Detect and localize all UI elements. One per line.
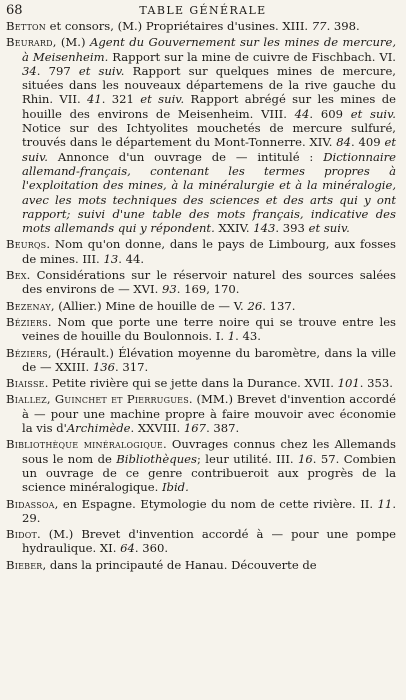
entry-text: , dans la principauté de Hanau. Découverte de	[42, 557, 317, 572]
entry-italic-text: et suiv.	[22, 135, 396, 164]
entry-italic-text: 84	[336, 135, 351, 150]
entry-text: Rapport abrégé sur les mines de houille des environs de Meisenheim. VIII.	[22, 92, 396, 121]
entry-italic-text: et suiv.	[78, 63, 125, 78]
entry-text: . 44.	[118, 251, 145, 266]
entry-italic-text: 101	[337, 376, 360, 391]
index-entry	[4, 35, 396, 235]
entry-text: et consors, (M.) Propriétaires d'usines. XIII.	[45, 19, 312, 33]
entry-italic-text: 11	[377, 496, 393, 511]
entry-text: Rapport sur la mine de cuivre de Fischbach. VI.	[108, 49, 396, 64]
entry-text: . Nom qu'on donne, dans le pays de Limbourg, aux fosses de mines. III.	[22, 237, 396, 266]
index-entry	[4, 376, 396, 390]
entry-text: . 317.	[115, 359, 149, 374]
index-entry	[4, 19, 396, 33]
entry-italic-text: Dictionnaire allemand-français, contenant les termes propres à l'exploitation des mines, à la minéralurgie et à la minéralogie, avec les mots techniques des sciences et des arts qui y ont rapport; suivi d'une table des mots français, indicative des mots allemands qui y répondent.	[22, 149, 396, 236]
entry-italic-text: 1	[227, 329, 236, 344]
entry-text: . 409	[351, 135, 385, 150]
entry-headword: Beurard	[6, 35, 53, 50]
entry-text: , en Espagne. Etymologie du nom de cette rivière. II.	[54, 496, 378, 511]
entry-text: Rapport sur quelques mines de mercure, situées dans les nouveaux départemens de la rive gauche du Rhin. VII.	[22, 63, 396, 107]
entry-text: . 57. Combien un ouvrage de ce genre contribueroit aux progrès de la science minéralogique.	[22, 451, 397, 495]
entry-text: . 360.	[134, 541, 169, 556]
entry-text: . 29.	[22, 496, 396, 525]
entry-italic-text: 13	[103, 251, 119, 266]
entry-italic-text: et suiv.	[140, 92, 185, 107]
entry-italic-text: Ibid.	[161, 480, 189, 495]
index-entry	[4, 237, 396, 266]
entry-text: , (M.)	[52, 35, 90, 50]
entry-text: , (Allier.) Mine de houille de — V.	[50, 298, 248, 313]
entry-text: . Nom que porte une terre noire qui se trouve entre les veines de houille du Boulonnois. I.	[22, 314, 396, 344]
entry-text: . 43.	[235, 329, 261, 344]
entry-text: . 169, 170.	[176, 282, 240, 297]
entry-headword: Bex	[6, 268, 27, 283]
index-entries	[4, 19, 396, 574]
entry-headword: Bidassoa	[6, 496, 55, 511]
entry-text: . 609	[309, 106, 351, 121]
entry-text: . 398.	[326, 19, 360, 33]
entry-text: . (MM.) Brevet d'invention accordé à — pour une machine propre à faire mouvoir avec économie la vis d'	[22, 392, 397, 436]
entry-italic-text: Agent du Gouvernement sur les mines de mercure, à Meisenheim.	[22, 35, 396, 64]
index-entry	[4, 437, 396, 494]
entry-headword: Bibliothèque minéralogique	[6, 437, 163, 452]
page-number: 68	[6, 3, 23, 18]
index-entry	[4, 346, 396, 375]
page-title: TABLE GÉNÉRALE	[139, 4, 267, 17]
index-entry	[4, 392, 396, 435]
entry-italic-text: Archimède	[66, 421, 131, 436]
entry-headword: Beurqs	[6, 237, 47, 252]
entry-italic-text: 167	[183, 421, 207, 436]
entry-text: Notice sur des Ichtyolites mouchetés de mercure sulfuré, trouvés dans le département du Mont-Tonnerre. XIV.	[22, 121, 396, 150]
entry-italic-text: 143	[253, 221, 276, 236]
index-entry	[4, 497, 396, 526]
entry-text: . 387.	[206, 421, 240, 436]
entry-text: . 137.	[262, 298, 296, 313]
entry-headword: Biallez, Guinchet et Pierrugues	[6, 392, 189, 407]
entry-text: Annonce d'un ouvrage de — intitulé :	[47, 149, 324, 164]
entry-text: . 321	[101, 92, 141, 107]
index-entry	[4, 527, 396, 556]
entry-headword: Betton	[6, 19, 46, 33]
index-entry	[4, 299, 396, 313]
entry-text: ; leur utilité. III.	[197, 451, 298, 466]
entry-headword: Bidot	[6, 527, 37, 542]
entry-italic-text: 93	[161, 282, 177, 297]
entry-text: , (Hérault.) Élévation moyenne du baromètre, dans la ville de — XXIII.	[22, 345, 396, 374]
entry-italic-text: et suiv.	[308, 221, 350, 236]
entry-text: . Considérations sur le réservoir naturel des sources salées des environs de — XVI.	[22, 268, 396, 297]
entry-italic-text: 26	[247, 298, 263, 313]
entry-text: . (M.) Brevet d'invention accordé à — pour une pompe hydraulique. XI.	[22, 527, 396, 556]
entry-italic-text: et suiv.	[350, 106, 396, 121]
entry-headword: Béziers	[6, 314, 48, 329]
index-entry	[4, 558, 396, 572]
entry-italic-text: 64	[120, 541, 135, 556]
entry-text: XXIV.	[214, 221, 254, 236]
entry-italic-text: Bibliothèques	[116, 451, 197, 466]
entry-italic-text: 136	[92, 359, 116, 374]
index-entry	[4, 268, 396, 297]
entry-headword: Bieber	[6, 557, 43, 572]
entry-headword: Biaisse	[6, 376, 45, 391]
entry-italic-text: 41	[87, 92, 102, 107]
index-entry	[4, 315, 396, 344]
entry-italic-text: 16	[298, 451, 313, 466]
entry-text: . 393	[275, 221, 309, 236]
entry-italic-text: 34	[22, 63, 37, 78]
entry-headword: Béziers	[6, 345, 48, 360]
entry-italic-text: 77	[311, 19, 327, 33]
entry-text: . 353.	[359, 376, 393, 391]
entry-italic-text: 44	[294, 106, 310, 121]
entry-text: . XXVIII.	[130, 421, 184, 436]
entry-text: . 797	[36, 63, 79, 78]
entry-text: . Ouvrages connus chez les Allemands sous le nom de	[22, 437, 396, 466]
entry-text: . Petite rivière qui se jette dans la Durance. XVII.	[44, 376, 338, 391]
running-header	[6, 3, 400, 19]
entry-headword: Bezenay	[6, 298, 51, 313]
